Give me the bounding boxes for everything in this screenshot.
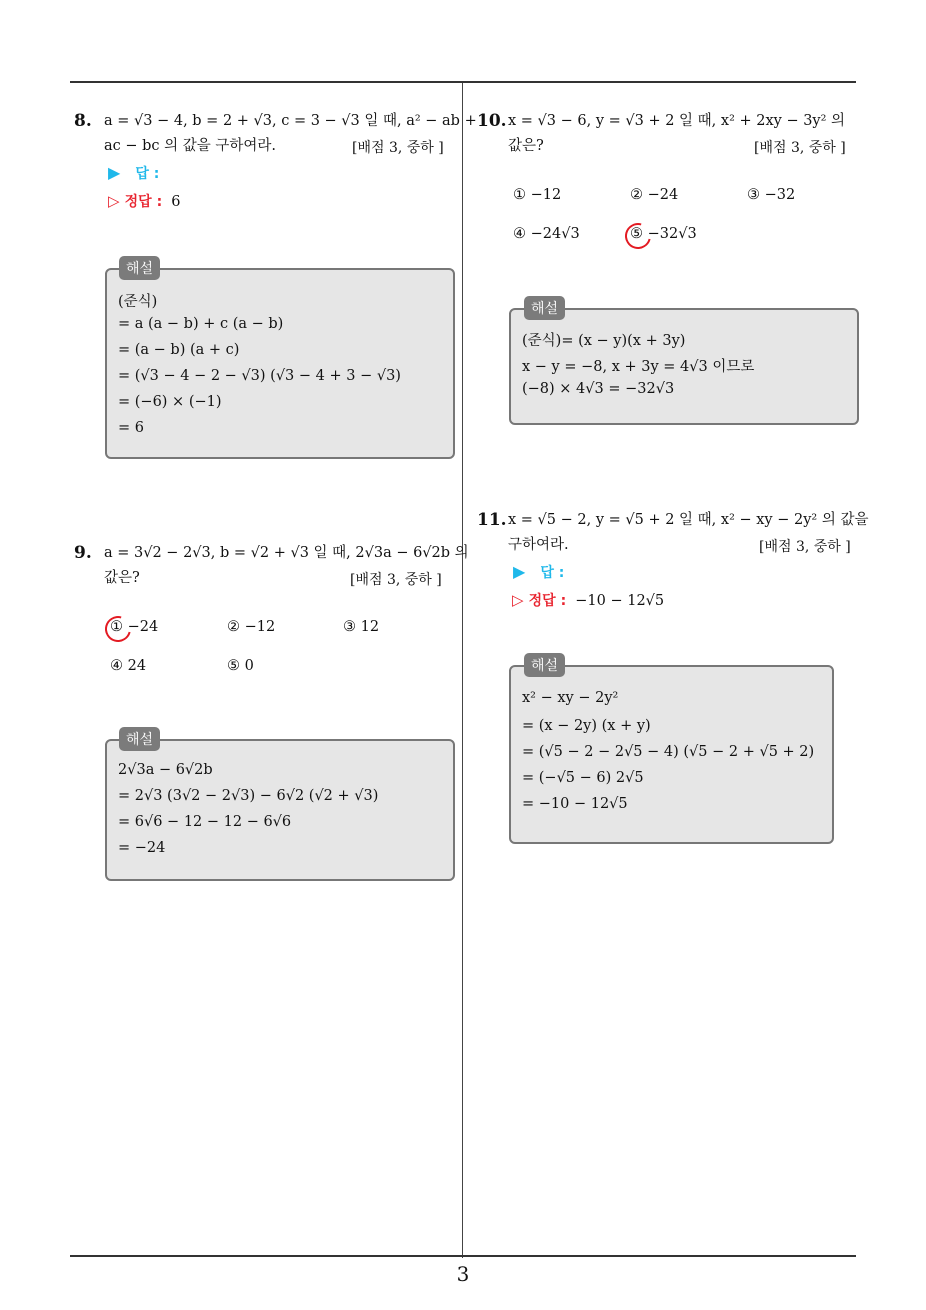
solution-line: = (x − 2y) (x + y) bbox=[522, 718, 651, 734]
solution-line: (−8) × 4√3 = −32√3 bbox=[522, 381, 675, 397]
question-8-text-line1: a = √3 − 4, b = 2 + √3, c = 3 − √3 일 때, a² − ab + bbox=[104, 113, 477, 129]
solution-line: x² − xy − 2y² bbox=[522, 690, 619, 706]
correct-label: 정답 : bbox=[124, 194, 163, 210]
solution-line: = (√5 − 2 − 2√5 − 4) (√5 − 2 + √5 + 2) bbox=[522, 744, 815, 760]
choice-3[interactable]: ③ 12 bbox=[343, 619, 380, 635]
question-11-text-line2: 구하여라. bbox=[508, 537, 569, 553]
question-8-solution-box bbox=[105, 268, 455, 459]
question-11-correct-row bbox=[512, 590, 664, 612]
question-11-text-line1: x = √5 − 2, y = √5 + 2 일 때, x² − xy − 2y² 의 값을 bbox=[508, 512, 869, 528]
question-10-number: 10. bbox=[477, 111, 507, 131]
question-10-text-line1: x = √3 − 6, y = √3 + 2 일 때, x² + 2xy − 3y² 의 bbox=[508, 113, 846, 129]
solution-tab: 해설 bbox=[524, 296, 565, 320]
solution-line: = −24 bbox=[118, 840, 166, 856]
choice-1[interactable]: ① −12 bbox=[513, 187, 562, 203]
question-8-text-line2: ac − bc 의 값을 구하여라. bbox=[104, 138, 277, 154]
question-11-number: 11. bbox=[477, 510, 507, 530]
outline-triangle-icon: ▷ bbox=[108, 192, 120, 210]
question-9-meta: [배점 3, 중하 ] bbox=[350, 572, 442, 588]
solution-line: = −10 − 12√5 bbox=[522, 796, 628, 812]
choice-4[interactable]: ④ 24 bbox=[110, 658, 147, 674]
question-11-answer-row[interactable] bbox=[513, 562, 564, 582]
choice-1[interactable]: ① −24 bbox=[110, 619, 159, 635]
question-8-correct-row bbox=[108, 191, 181, 213]
bottom-rule bbox=[70, 1255, 856, 1257]
choice-5[interactable]: ⑤ 0 bbox=[227, 658, 254, 674]
question-9-text-line1: a = 3√2 − 2√3, b = √2 + √3 일 때, 2√3a − 6√2b 의 bbox=[104, 545, 469, 561]
outline-triangle-icon: ▷ bbox=[512, 591, 524, 609]
page-number: 3 bbox=[456, 1262, 470, 1286]
choice-2[interactable]: ② −12 bbox=[227, 619, 276, 635]
solution-line: = (−6) × (−1) bbox=[118, 394, 222, 410]
solution-line: 2√3a − 6√2b bbox=[118, 762, 213, 778]
choice-4[interactable]: ④ −24√3 bbox=[513, 226, 580, 242]
solution-line: x − y = −8, x + 3y = 4√3 이므로 bbox=[522, 359, 755, 375]
solution-line: = 6√6 − 12 − 12 − 6√6 bbox=[118, 814, 292, 830]
question-10-meta: [배점 3, 중하 ] bbox=[754, 140, 846, 156]
solution-line: = a (a − b) + c (a − b) bbox=[118, 316, 284, 332]
correct-label: 정답 : bbox=[528, 593, 567, 609]
solution-line: = (a − b) (a + c) bbox=[118, 342, 240, 358]
solution-line: = (√3 − 4 − 2 − √3) (√3 − 4 + 3 − √3) bbox=[118, 368, 401, 384]
question-8-meta: [배점 3, 중하 ] bbox=[352, 140, 444, 156]
answer-label: 답 : bbox=[135, 166, 160, 182]
solution-tab: 해설 bbox=[524, 653, 565, 677]
question-9-number: 9. bbox=[74, 543, 92, 563]
choice-2[interactable]: ② −24 bbox=[630, 187, 679, 203]
solution-tab: 해설 bbox=[119, 256, 160, 280]
choice-3[interactable]: ③ −32 bbox=[747, 187, 796, 203]
play-triangle-icon: ▶ bbox=[513, 562, 526, 581]
solution-line: = (−√5 − 6) 2√5 bbox=[522, 770, 644, 786]
solution-tab: 해설 bbox=[119, 727, 160, 751]
solution-line: = 6 bbox=[118, 420, 144, 436]
solution-line: = 2√3 (3√2 − 2√3) − 6√2 (√2 + √3) bbox=[118, 788, 379, 804]
solution-line: (준식) bbox=[118, 294, 158, 310]
question-8-number: 8. bbox=[74, 111, 92, 131]
question-11-meta: [배점 3, 중하 ] bbox=[759, 539, 851, 555]
correct-value: 6 bbox=[171, 194, 181, 210]
top-rule bbox=[70, 81, 856, 83]
correct-value: −10 − 12√5 bbox=[575, 593, 665, 609]
play-triangle-icon: ▶ bbox=[108, 163, 121, 182]
question-10-text-line2: 값은? bbox=[508, 138, 544, 154]
answer-label: 답 : bbox=[540, 565, 565, 581]
question-8-answer-row[interactable] bbox=[108, 163, 159, 183]
question-9-text-line2: 값은? bbox=[104, 570, 140, 586]
solution-line: (준식)= (x − y)(x + 3y) bbox=[522, 333, 686, 349]
column-divider bbox=[462, 83, 463, 1258]
question-9-solution-box bbox=[105, 739, 455, 881]
choice-5[interactable]: ⑤ −32√3 bbox=[630, 226, 697, 242]
